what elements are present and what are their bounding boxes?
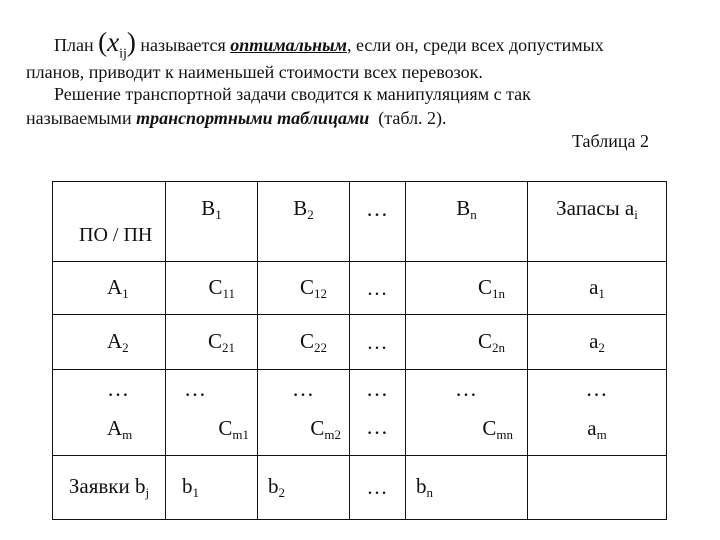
table-cell: $C_{2n}$ [406, 315, 528, 370]
row-label: $A_1$ [53, 262, 166, 315]
row-label: Заявки $b_j$ [53, 456, 166, 520]
x-ij-symbol [98, 27, 136, 62]
table-cell: $C_{11}$ [166, 262, 258, 315]
table-cell: $C_{21}$ [166, 315, 258, 370]
p2-tail: (табл. 2). [369, 108, 447, 128]
header-cell: … [350, 182, 406, 262]
table-cell: $b_2$ [258, 456, 350, 520]
table-cell: … $a_m$ [528, 370, 667, 456]
table-cell: … [350, 456, 406, 520]
demand-row [53, 456, 667, 520]
header-cell: $B_1$ [166, 182, 258, 262]
paragraph-2-line-2 [26, 109, 447, 127]
paragraph-1-line-2: планов, приводит к наименьшей стоимости всех перевозок. [26, 62, 483, 82]
table-cell: … [350, 315, 406, 370]
x-close-paren: ) [126, 27, 136, 57]
transport-table [52, 181, 667, 520]
x-sub: ij [119, 46, 127, 62]
table-caption: Таблица 2 [572, 131, 649, 151]
corner-cell [53, 182, 166, 262]
table-header-row [53, 182, 667, 262]
p1-middle: называется [135, 35, 231, 55]
p2-emphasis: транспортными таблицами [136, 108, 370, 128]
table-cell: $a_1$ [528, 262, 667, 315]
header-cell: $B_n$ [406, 182, 528, 262]
x-var: x [107, 27, 120, 57]
header-cell: Запасы $a_i$ [528, 182, 667, 262]
table-cell: $C_{12}$ [258, 262, 350, 315]
table-cell: … [350, 262, 406, 315]
p1-lead: План [54, 35, 99, 55]
header-cell: $B_2$ [258, 182, 350, 262]
p1-emphasis: оптимальным [230, 35, 347, 55]
paragraph-2-line-1: Решение транспортной задачи сводится к манипуляциям с так [54, 84, 531, 104]
table-cell: $b_1$ [166, 456, 258, 520]
paragraph-1-line-1 [54, 29, 604, 61]
table-cell: … $C_{mn}$ [406, 370, 528, 456]
table-cell: $a_2$ [528, 315, 667, 370]
table-cell: … $C_{m1}$ [166, 370, 258, 456]
table-cell: $C_{22}$ [258, 315, 350, 370]
corner-label: ПО / ПН [79, 224, 153, 246]
x-open-paren: ( [98, 27, 108, 57]
table-cell: … … [350, 370, 406, 456]
table-cell: $C_{1n}$ [406, 262, 528, 315]
p2-lead: называемыми [26, 108, 137, 128]
table-cell: … $C_{m2}$ [258, 370, 350, 456]
table-row [53, 370, 667, 456]
row-label: … $A_m$ [53, 370, 166, 456]
row-label: $A_2$ [53, 315, 166, 370]
table-row [53, 262, 667, 315]
table-row [53, 315, 667, 370]
table-cell-empty [528, 456, 667, 520]
table-cell: $b_n$ [406, 456, 528, 520]
p1-tail: , если он, среди всех допустимых [346, 35, 604, 55]
